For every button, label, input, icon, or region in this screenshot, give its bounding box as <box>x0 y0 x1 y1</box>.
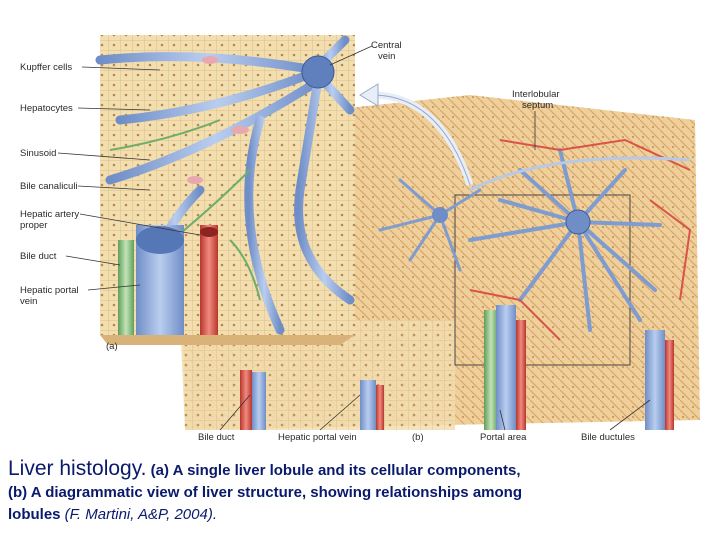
caption-part-3: lobules <box>8 506 61 523</box>
label-hepatic-artery-line1: Hepatic artery <box>20 209 80 220</box>
caption-line-3 <box>8 504 713 526</box>
label-central-vein-line2: vein <box>378 51 396 62</box>
label-kupffer-cells: Kupffer cells <box>20 62 73 73</box>
label-interlobular-septum-line2: septum <box>522 100 554 111</box>
label-bile-duct-b: Bile duct <box>198 432 235 443</box>
label-central-vein-line1: Central <box>371 40 402 51</box>
label-hepatic-artery-line2: proper <box>20 220 48 231</box>
caption-end: . <box>212 506 217 523</box>
label-hepatic-portal-vein-line1: Hepatic portal <box>20 285 79 296</box>
label-bile-canaliculi: Bile canaliculi <box>20 181 78 192</box>
caption-citation: (F. Martini, A&P, 2004) <box>60 506 213 523</box>
label-interlobular-septum-line1: Interlobular <box>512 89 560 100</box>
label-sinusoid: Sinusoid <box>20 148 57 159</box>
caption-line-1 <box>8 458 713 482</box>
caption-title: Liver histology. <box>8 457 147 480</box>
label-bile-duct-a: Bile duct <box>20 251 57 262</box>
label-hepatocytes: Hepatocytes <box>20 103 73 114</box>
panel-b-letter: (b) <box>412 432 424 443</box>
caption-line-2: (b) A diagrammatic view of liver structure, showing relationships among <box>8 484 522 501</box>
label-hepatic-portal-vein-line2: vein <box>20 296 38 307</box>
panel-a-letter: (a) <box>106 341 118 352</box>
label-portal-area: Portal area <box>480 432 527 443</box>
label-bile-ductules: Bile ductules <box>581 432 635 443</box>
figure-caption <box>8 458 713 526</box>
label-hepatic-portal-vein-b: Hepatic portal vein <box>278 432 357 443</box>
caption-part-1: (a) A single liver lobule and its cellular components, <box>146 462 521 479</box>
